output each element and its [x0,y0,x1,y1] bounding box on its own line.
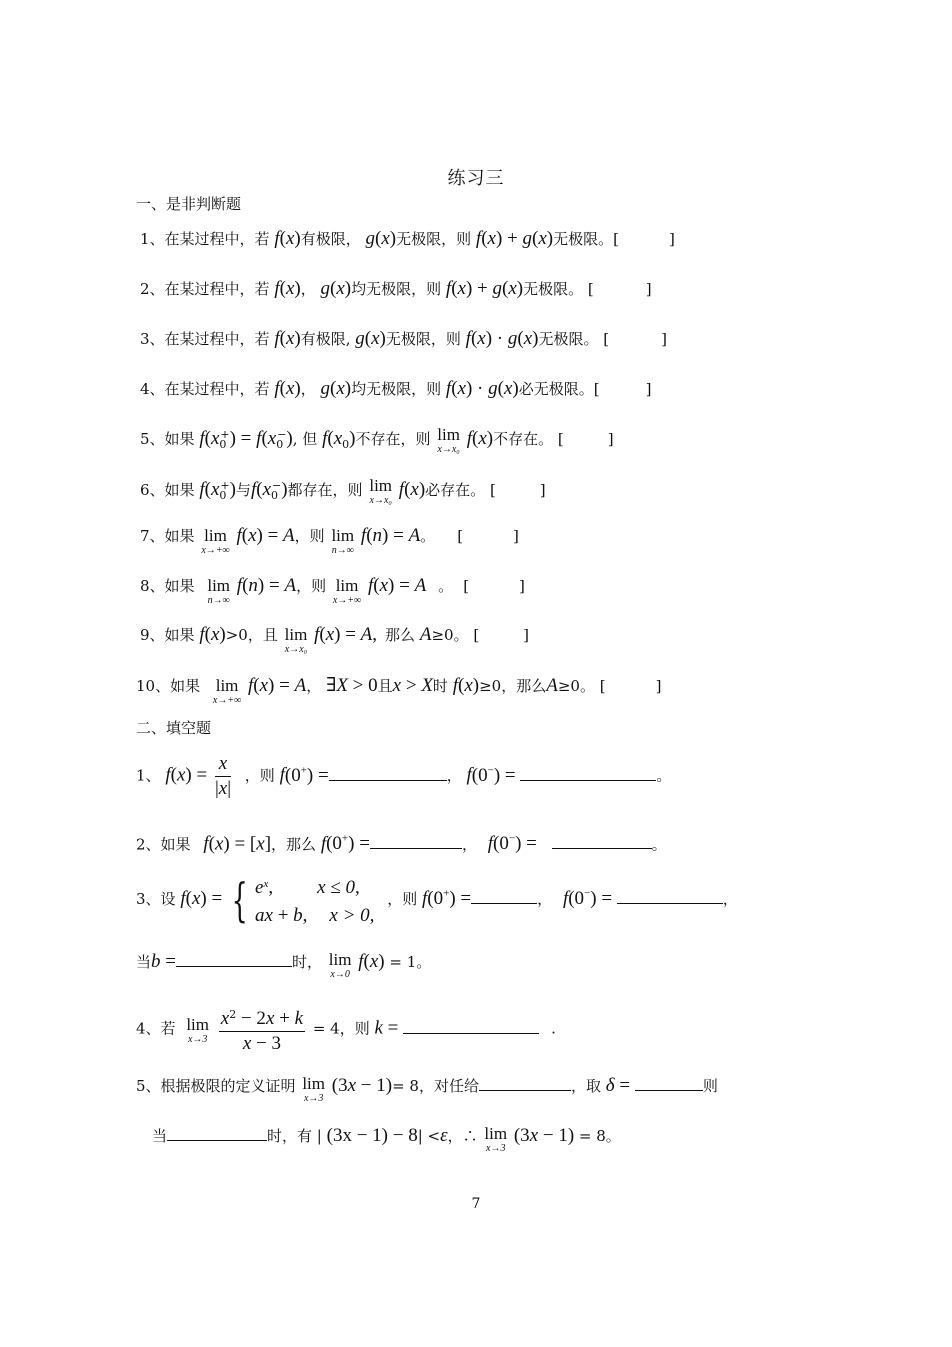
blank-2a[interactable] [370,832,462,849]
blank-3b[interactable] [617,887,723,904]
fill-item-4: 4、若 lim x→3 $\frac{x^2 - 2x + k}{x - 3}$ = 4，则 k = . [136,1003,556,1056]
judge-item-9: 9、如果 f(x)>0，且 lim x→x₀ f(x) = A, 那么 A≥0。 [ ] [140,624,530,655]
page-title: 练习三 [447,168,505,189]
fill-item-5: 5、根据极限的定义证明 lim x→3 (3x − 1)= 8，对任给 ，取 δ = 则 [136,1074,718,1104]
fill-item-5-cont: 当 时，有 | (3x − 1) − 8| <ε，∴ lim x→3 (3x − 1) = 8。 [152,1124,621,1154]
judge-item-7: 7、如果 lim x→+∞ f(x) = A，则 lim n→∞ f(n) = A。 [ ] [140,525,519,556]
fill-item-3-cont: 当b = 时， lim x→0 f(x) = 1。 [136,950,432,980]
judge-item-8: 8、如果 lim n→∞ f(n) = A，则 lim x→+∞ f(x) = A 。 [ ] [140,575,525,606]
fill-item-3: 3、设 f(x) = { $e^x$, x ≤ 0, ax + b, x > 0, ，则 f(0+) = ， f(0−) = ， [136,873,738,927]
section-heading-judge: 一、是非判断题 [136,195,242,213]
blank-5c[interactable] [167,1124,267,1141]
judge-item-2: 2、在某过程中，若 f(x)， g(x)均无极限，则 f(x) + g(x)无极限。 [ ] [140,278,652,299]
page-number: 7 [471,1196,481,1212]
blank-1b[interactable] [520,764,656,781]
blank-2b[interactable] [552,832,652,849]
section-heading-fill: 二、填空题 [136,719,212,737]
blank-4[interactable] [403,1017,539,1034]
judge-item-3: 3、在某过程中，若 f(x)有极限, g(x)无极限，则 f(x) · g(x)无极限。 [ ] [140,328,667,349]
blank-1a[interactable] [329,764,447,781]
judge-item-5: 5、如果 $f(x_0^+) = f(x_0^-)$, 但 $f(x_0)$不存在，则 lim x→x₀ f(x)不存在。 [ ] [140,425,614,455]
blank-5b[interactable] [635,1074,703,1091]
blank-3a[interactable] [471,887,537,904]
judge-item-10: 10、如果 lim x→+∞ f(x) = A， ∃X > 0且x > X时 f(x)≥0，那么A≥0。 [ ] [136,675,662,706]
blank-3c[interactable] [176,950,292,967]
fill-item-2: 2、如果 f(x) = [x]，那么 f(0+) = ， f(0−) = 。 [136,833,667,855]
blank-5a[interactable] [479,1074,571,1091]
fill-item-1: 1、 f(x) = $\frac{x}{|x|}$ ，则 f(0+) = ， f(0−) = 。 [136,753,672,799]
judge-item-6: 6、如果 $f(x_0^+)$与$f(x_0^-)$都存在，则 lim x→x₀ f(x)必存在。 [ ] [140,476,546,506]
judge-item-1: 1、在某过程中，若 f(x)有极限， g(x)无极限，则 f(x) + g(x)无极限。[ ] [140,228,675,249]
judge-item-4: 4、在某过程中，若 f(x)， g(x)均无极限，则 f(x) · g(x)必无极限。[ ] [140,378,652,399]
